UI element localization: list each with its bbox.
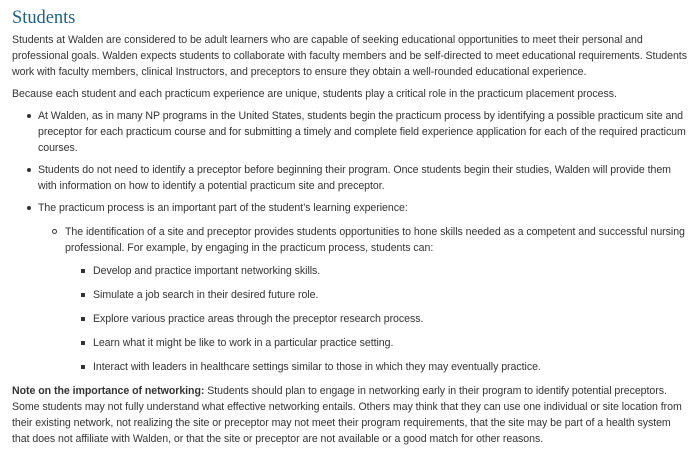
sub-list-item xyxy=(38,224,690,375)
skill-item: Interact with leaders in healthcare settings similar to those in which they may eventually practice. xyxy=(65,359,690,375)
list-item xyxy=(12,200,690,375)
main-bullet-list xyxy=(12,108,690,375)
note-text: Students should plan to engage in networking early in their program to identify potential preceptors. Some students may not fully understand what effective networking entails. Others may think that they can use one individual or site location from their existing network, not realizing the site or preceptor may not meet their program requirements, that the site may be part of a health system that does not affiliate with Walden, or that the site or preceptor are not available or a good match for other reasons. xyxy=(12,385,682,445)
list-item-text: The practicum process is an important part of the student’s learning experience: xyxy=(38,202,408,214)
list-item: Students do not need to identify a preceptor before beginning their program. Once students begin their studies, Walden will provide them with information on how to identify a potential practicum site and preceptor. xyxy=(12,162,690,194)
skill-item: Learn what it might be like to work in a particular practice setting. xyxy=(65,335,690,351)
section-heading: Students xyxy=(12,8,76,28)
intro-paragraph: Students at Walden are considered to be adult learners who are capable of seeking educational opportunities to meet their personal and professional goals. Walden expects students to collaborate with faculty members and be self-directed to meet educational requirements. Students work with faculty members, clinical Instructors, and preceptors to ensure they obtain a well-rounded educational experience. xyxy=(12,34,687,78)
skills-list xyxy=(65,263,690,375)
sub-bullet-list xyxy=(38,224,690,375)
skill-item: Develop and practice important networking skills. xyxy=(65,263,690,279)
sub-list-item-text: The identification of a site and preceptor provides students opportunities to hone skills needed as a competent and successful nursing professional. For example, by engaging in the practicum process, students can: xyxy=(65,226,685,254)
note-label: Note on the importance of networking: xyxy=(12,385,205,397)
skill-item: Simulate a job search in their desired future role. xyxy=(65,287,690,303)
networking-note xyxy=(12,383,690,447)
list-item: At Walden, as in many NP programs in the United States, students begin the practicum process by identifying a possible practicum site and preceptor for each practicum course and for submitting a timely and complete field experience application for each of the required practicum courses. xyxy=(12,108,690,156)
note-paragraph xyxy=(12,383,690,447)
skill-item: Explore various practice areas through the preceptor research process. xyxy=(65,311,690,327)
unique-statement: Because each student and each practicum experience are unique, students play a critical role in the practicum placement process. xyxy=(12,88,617,100)
